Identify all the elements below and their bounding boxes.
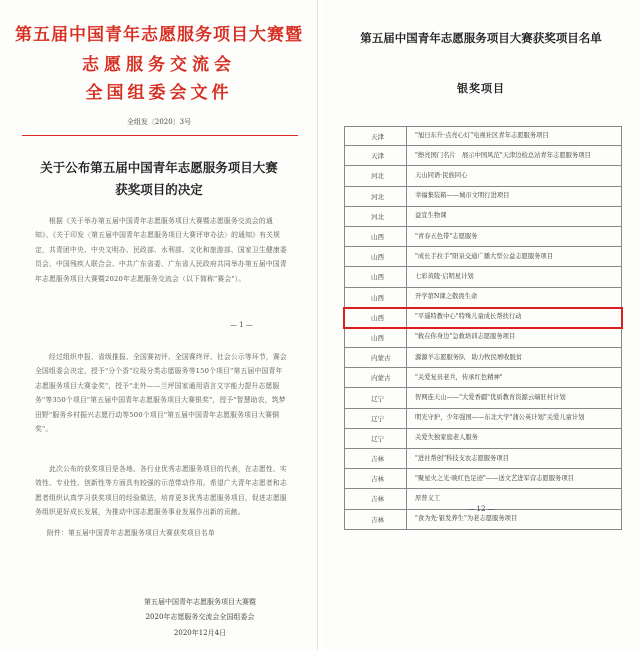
project-cell: "成长手拉手"阳泉交通广播大型公益志愿服务项目: [415, 252, 554, 260]
province-cell: 吉林: [345, 489, 407, 508]
project-cell: "平遥特教中心"特殊儿童成长帮扶行动: [415, 313, 522, 321]
project-cell: 关爱失独家庭老人服务: [415, 434, 478, 442]
header-line-2: 志愿服务交流会: [82, 55, 236, 75]
header-line-1: 第五届中国青年志愿服务项目大赛暨: [15, 25, 303, 45]
table-row: [344, 227, 622, 247]
project-cell: 源源羊志愿服务队 助力牧民增收脱贫: [415, 353, 523, 361]
table-row: [344, 409, 622, 429]
table-row: [344, 267, 622, 287]
paragraph-2: 经过组织申报、省级推报、全国赛初评、全国赛终评、社会公示等环节，赛会全国组委会决定，授予"分个香"垃圾分类志愿服务等150个项目"第五届中国青年志愿服务项目大赛金奖"，授予"北外——兰坪国家通用语言文字能力提升志愿服务"等350个项目"第五届中国青年志愿服务项目大赛银奖"，授予"智慧助农，筑梦田野"服务乡村振兴志愿行动等500个项目"第五届中国青年志愿服务项目大赛铜奖"。: [35, 353, 287, 434]
province-cell: 天津: [345, 146, 407, 165]
table-row: [344, 429, 622, 449]
province-cell: 河北: [345, 166, 407, 185]
table-row: [344, 126, 622, 146]
right-document-page: [322, 0, 640, 650]
document-number: 全组发〔2020〕3号: [126, 118, 192, 126]
signature-line-2: 2020年志愿服务交流会全国组委会: [145, 613, 255, 621]
table-row: [344, 388, 622, 408]
table-row: [344, 146, 622, 166]
table-row: [344, 247, 622, 267]
table-row: [344, 368, 622, 388]
project-cell: 开学第N课之敬畏生命: [415, 293, 478, 301]
project-cell: 明光守护，少年强国——东北大学"蒲公英计划"关爱儿童计划: [415, 414, 585, 422]
project-cell: 益宣生物课: [415, 212, 447, 220]
project-cell: "救在你身边"急救培训志愿服务项目: [415, 333, 516, 341]
province-cell: 辽宁: [345, 429, 407, 448]
province-cell: 山西: [345, 288, 407, 307]
project-cell: 天山同语·民族同心: [415, 171, 468, 179]
signature-date: 2020年12月4日: [173, 629, 227, 637]
province-cell: 山西: [345, 267, 407, 286]
table-row: [344, 187, 622, 207]
table-row: [344, 288, 622, 308]
silver-award-subtitle: 银奖项目: [457, 82, 505, 95]
header-line-3: 全国组委会文件: [85, 83, 233, 103]
left-document-page: [0, 0, 318, 650]
paragraph-3: 此次公布的获奖项目是各地、各行业优秀志愿服务项目的代表，在志愿性、实效性、专业性、创新性等方面具有较强的示范带动作用。希望广大青年志愿者和志愿者组织认真学习获奖项目的经验做法，培育更多优秀志愿服务项目，促进志愿服务组织更好成长发展，为推动中国志愿服务事业发展作出新的贡献。: [35, 465, 287, 517]
table-row: [344, 166, 622, 186]
award-table: [344, 126, 622, 530]
project-cell: "擦亮国门名片 展示中国风范"天津边检总站青年志愿服务项目: [415, 151, 591, 159]
province-cell: 内蒙古: [345, 368, 407, 387]
decision-title-line-2: 获奖项目的决定: [115, 182, 203, 197]
province-cell: 河北: [345, 207, 407, 226]
red-divider: [22, 135, 298, 136]
table-row: [344, 328, 622, 348]
province-cell: 山西: [345, 227, 407, 246]
province-cell: 吉林: [345, 469, 407, 488]
decision-title-line-1: 关于公布第五届中国青年志愿服务项目大赛: [40, 160, 278, 175]
province-cell: 吉林: [345, 449, 407, 468]
province-cell: 山西: [345, 247, 407, 266]
table-row: [344, 207, 622, 227]
province-cell: 辽宁: [345, 388, 407, 407]
left-page-number: — 1 —: [230, 321, 253, 329]
project-cell: 七彩黄陵·启明星计划: [415, 272, 474, 280]
project-cell: "聚星火之光·映红色足迹"——送文艺进军营志愿服务项目: [415, 474, 574, 482]
project-cell: "青春五色带"志愿服务: [415, 232, 478, 240]
table-row: [344, 348, 622, 368]
signature-line-1: 第五届中国青年志愿服务项目大赛暨: [144, 598, 256, 606]
province-cell: 河北: [345, 187, 407, 206]
table-row: [344, 469, 622, 489]
project-cell: "旭日东升·点亮心灯"电视社区青年志愿服务项目: [415, 132, 549, 140]
project-cell: "食为先·银发养生"为老志愿服务项目: [415, 515, 518, 523]
project-cell: "进社帮创"科技支农志愿服务项目: [415, 454, 509, 462]
province-cell: 天津: [345, 127, 407, 145]
province-cell: 辽宁: [345, 409, 407, 428]
project-cell: 智网连天山——"大爱香疆"优质教育资源云端驻村计划: [415, 394, 566, 402]
highlighted-table-row: [344, 308, 622, 328]
project-cell: 厚普义工: [415, 494, 441, 502]
province-cell: 内蒙古: [345, 348, 407, 367]
province-cell: 吉林: [345, 510, 407, 529]
project-cell: "关爱复员老兵，传承红色精神": [415, 373, 503, 381]
table-row: [344, 449, 622, 469]
right-page-number: — 12 —: [467, 505, 495, 513]
province-cell: 山西: [345, 328, 407, 347]
project-cell: 幸福集装箱——城市文明行进项目: [415, 192, 510, 200]
province-cell: 山西: [345, 308, 407, 327]
award-list-title: 第五届中国青年志愿服务项目大赛获奖项目名单: [360, 31, 602, 45]
paragraph-1: 根据《关于举办第五届中国青年志愿服务项目大赛暨志愿服务交流会的通知》、《关于印发〈第五届中国青年志愿服务项目大赛评审办法〉的通知》有关规定，共青团中央、中央文明办、民政部、水利部、文化和旅游部、国家卫生健康委员会、中国残疾人联合会、中共广东省委、广东省人民政府共同举办第五届中国青年志愿服务项目大赛暨2020年志愿服务交流会（以下简称"赛会"）。: [35, 217, 287, 283]
attachment-line: 附件：第五届中国青年志愿服务项目大赛获奖项目名单: [47, 529, 215, 537]
